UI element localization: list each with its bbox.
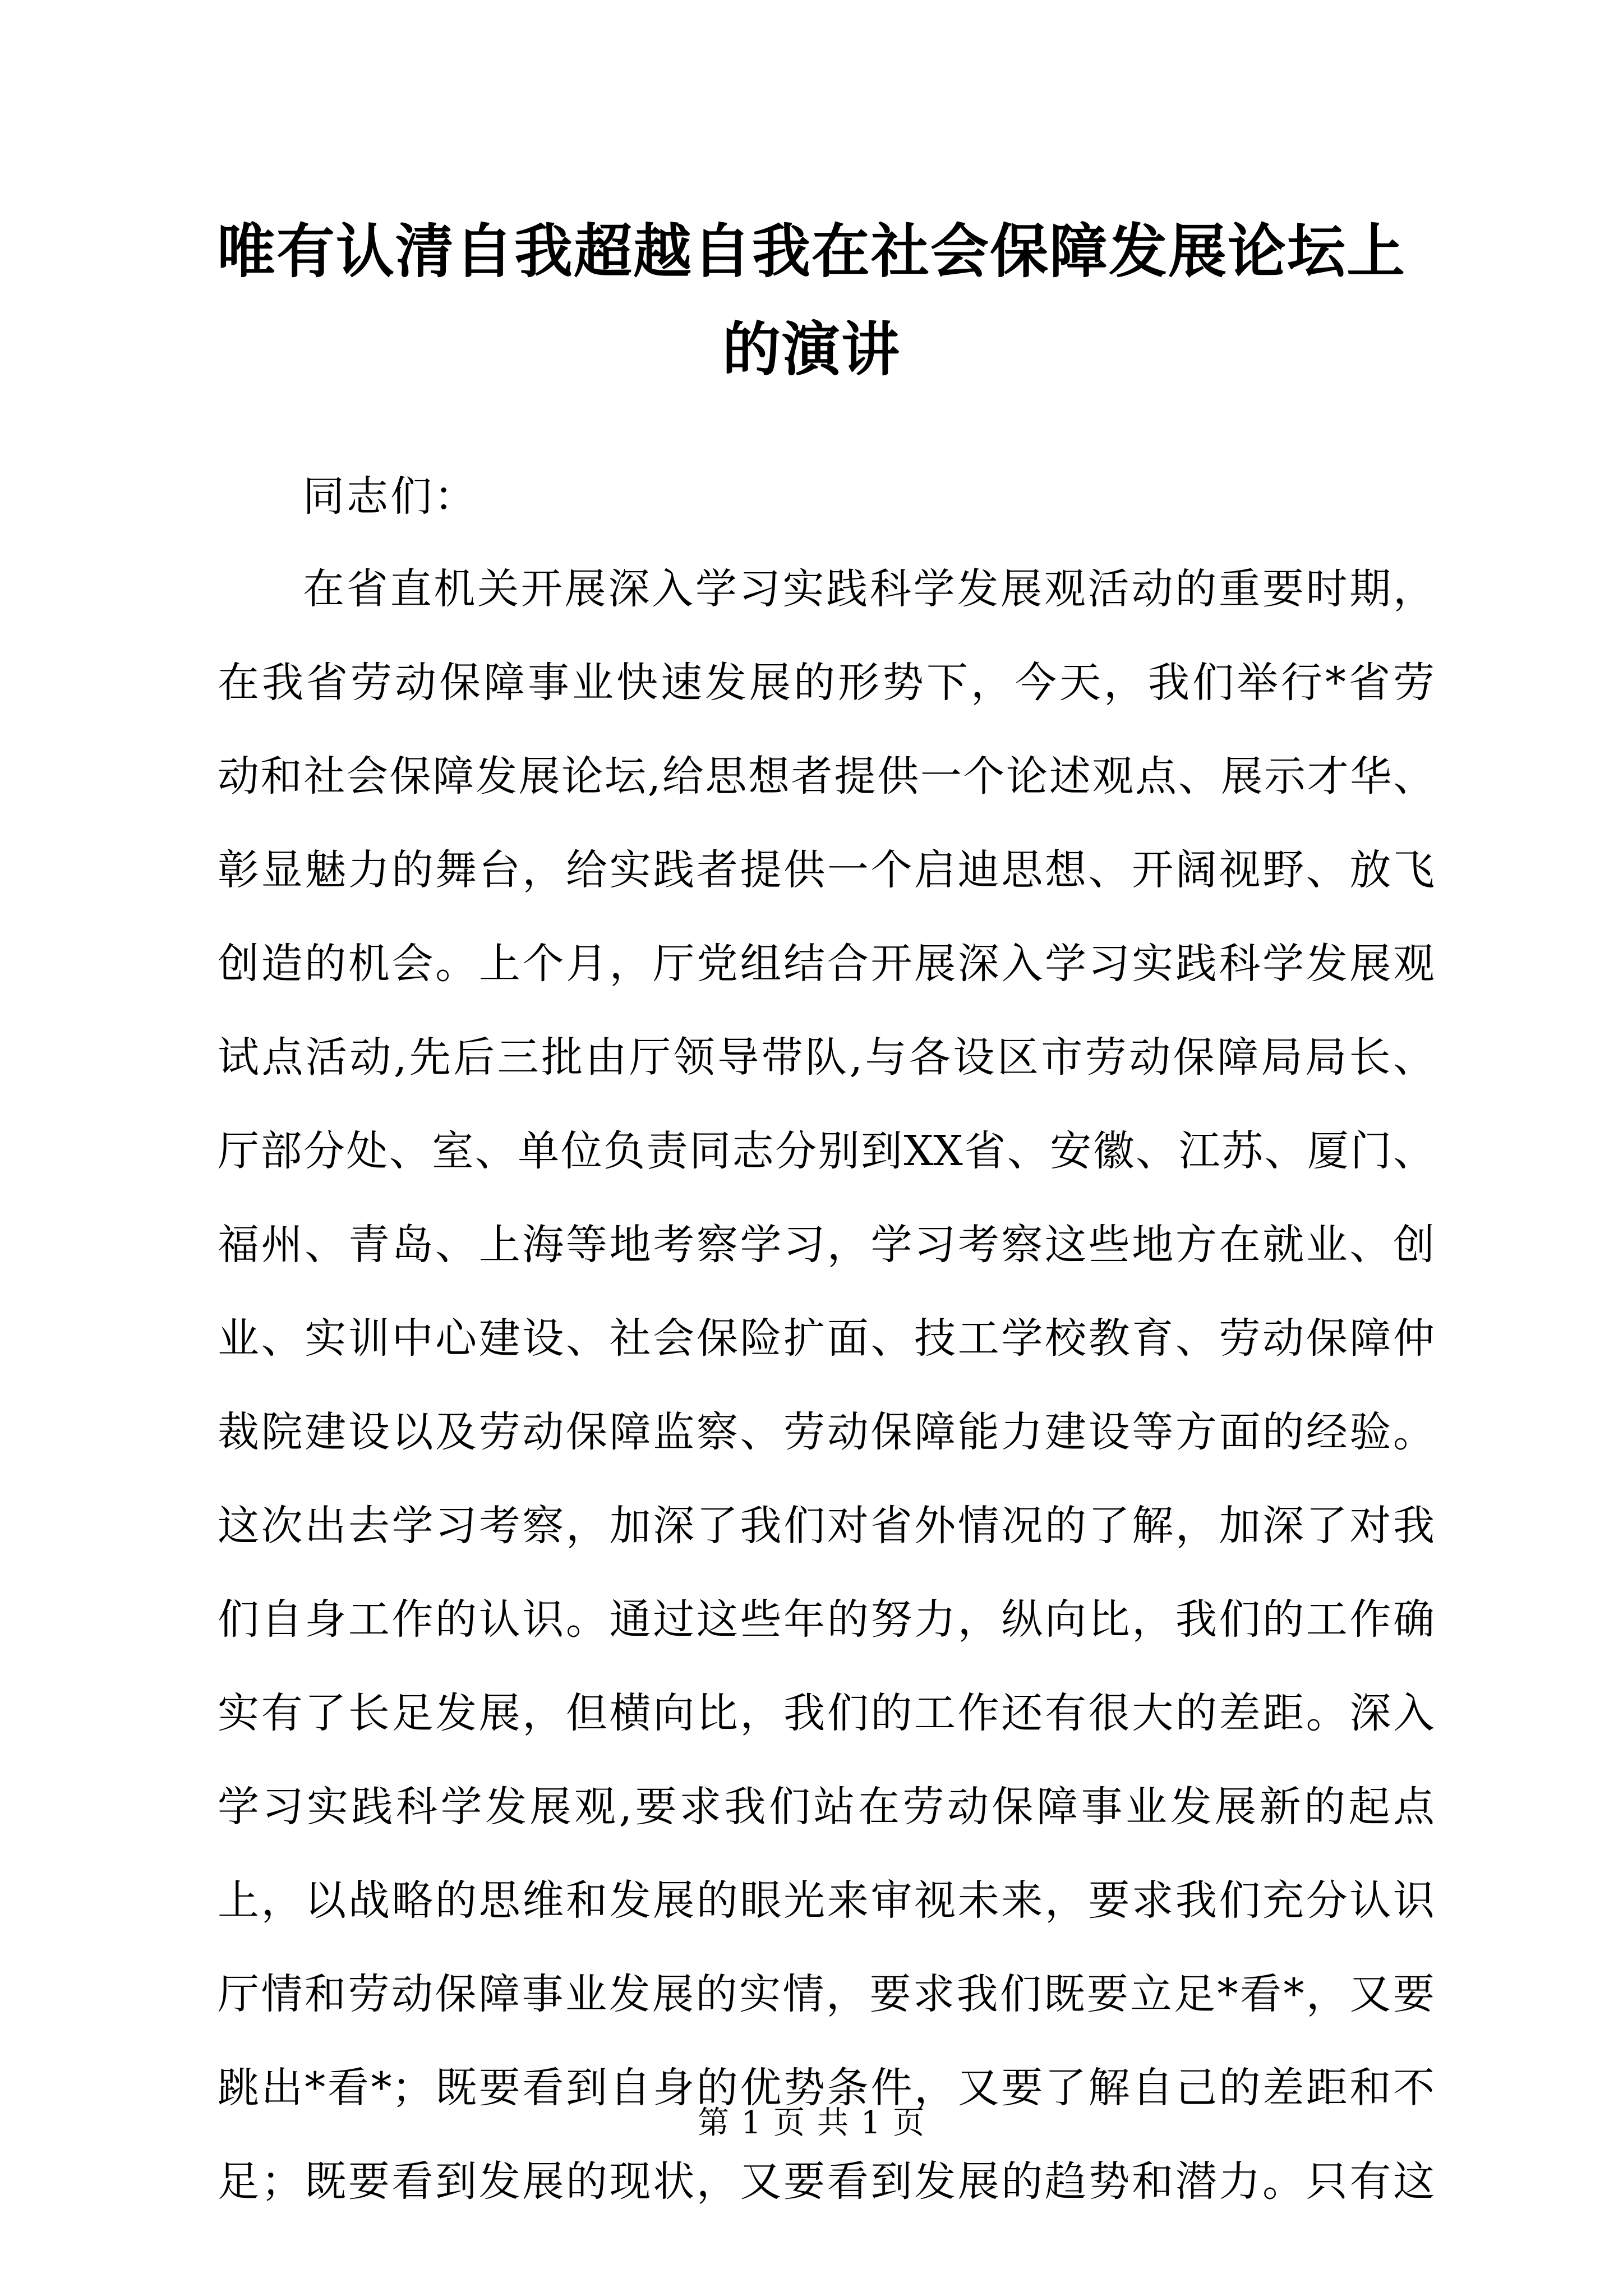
body-line: 裁院建设以及劳动保障监察、劳动保障能力建设等方面的经验。 <box>218 1408 1435 1456</box>
body-line: 试点活动,先后三批由厅领导带队,与各设区市劳动保障局局长、 <box>218 1033 1435 1082</box>
body-line: 这次出去学习考察，加深了我们对省外情况的了解，加深了对我 <box>218 1502 1435 1550</box>
body-line: 上，以战略的思维和发展的眼光来审视未来，要求我们充分认识 <box>218 1876 1435 1925</box>
body-line: 厅情和劳动保障事业发展的实情，要求我们既要立足*看*，又要 <box>218 1970 1435 2018</box>
body-line: 彰显魅力的舞台，给实践者提供一个启迪思想、开阔视野、放飞 <box>218 846 1435 894</box>
body-text <box>218 561 1435 2247</box>
body-line: 跳出*看*；既要看到自身的优势条件，又要了解自己的差距和不 <box>218 2064 1435 2112</box>
body-line: 在我省劳动保障事业快速发展的形势下，今天，我们举行*省劳 <box>218 659 1435 707</box>
body-line: 们自身工作的认识。通过这些年的努力，纵向比，我们的工作确 <box>218 1595 1435 1644</box>
body-line: 业、实训中心建设、社会保险扩面、技工学校教育、劳动保障仲 <box>218 1314 1435 1363</box>
document-title <box>191 202 1432 398</box>
body-line: 动和社会保障发展论坛,给思想者提供一个论述观点、展示才华、 <box>218 752 1435 800</box>
body-line: 足；既要看到发展的现状，又要看到发展的趋势和潜力。只有这 <box>218 2157 1435 2206</box>
salutation: 同志们： <box>303 472 478 521</box>
body-line: 学习实践科学发展观,要求我们站在劳动保障事业发展新的起点 <box>218 1783 1435 1831</box>
body-line: 福州、青岛、上海等地考察学习，学习考察这些地方在就业、创 <box>218 1221 1435 1269</box>
page-footer: 第 1 页 共 1 页 <box>697 2105 926 2141</box>
body-line: 在省直机关开展深入学习实践科学发展观活动的重要时期， <box>303 565 1435 613</box>
title-line-1: 唯有认清自我超越自我在社会保障发展论坛上 <box>216 217 1406 286</box>
body-line: 厅部分处、室、单位负责同志分别到XX省、安徽、江苏、厦门、 <box>218 1127 1435 1175</box>
title-line-2: 的演讲 <box>722 315 901 384</box>
body-line: 实有了长足发展，但横向比，我们的工作还有很大的差距。深入 <box>218 1689 1435 1737</box>
body-line: 创造的机会。上个月，厅党组结合开展深入学习实践科学发展观 <box>218 940 1435 988</box>
